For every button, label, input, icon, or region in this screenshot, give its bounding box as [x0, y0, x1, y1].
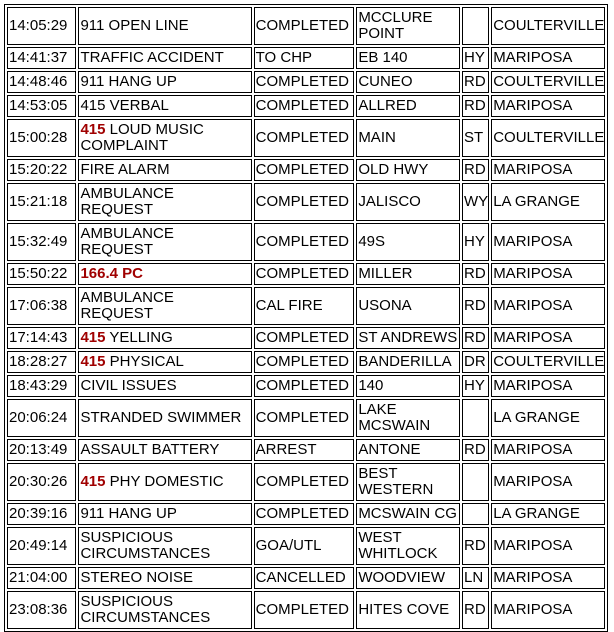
- table-row: [7, 263, 605, 285]
- street-suffix-cell: RD: [462, 527, 489, 565]
- call-type-text: LOUD MUSIC COMPLAINT: [80, 121, 204, 154]
- table-row: [7, 399, 605, 437]
- table-row: [7, 71, 605, 93]
- city-cell: MARIPOSA: [491, 327, 605, 349]
- call-type-text: 415 VERBAL: [80, 97, 169, 114]
- call-type-text: AMBULANCE REQUEST: [80, 289, 174, 322]
- table-row: [7, 287, 605, 325]
- street-cell: ST ANDREWS: [356, 327, 460, 349]
- disposition-cell: TO CHP: [254, 47, 355, 69]
- street-suffix-cell: [462, 503, 489, 525]
- call-type-text: 911 OPEN LINE: [80, 17, 189, 34]
- call-type-code: 415: [80, 121, 106, 138]
- table-row: [7, 119, 605, 157]
- call-type-text: 911 HANG UP: [80, 73, 177, 90]
- call-time-cell: 20:49:14: [7, 527, 76, 565]
- disposition-cell: COMPLETED: [254, 327, 355, 349]
- table-row: [7, 567, 605, 589]
- call-log-table: [4, 4, 608, 632]
- call-type-cell: [78, 591, 251, 629]
- table-row: [7, 463, 605, 501]
- street-suffix-cell: RD: [462, 439, 489, 461]
- city-cell: MARIPOSA: [491, 263, 605, 285]
- city-cell: MARIPOSA: [491, 527, 605, 565]
- call-type-text: STEREO NOISE: [80, 569, 193, 586]
- city-cell: LA GRANGE: [491, 399, 605, 437]
- call-type-cell: [78, 119, 251, 157]
- call-type-text: PHY DOMESTIC: [105, 473, 224, 490]
- street-cell: ALLRED: [356, 95, 460, 117]
- disposition-cell: ARREST: [254, 439, 355, 461]
- street-cell: WOODVIEW: [356, 567, 460, 589]
- call-time-cell: 14:48:46: [7, 71, 76, 93]
- street-suffix-cell: RD: [462, 327, 489, 349]
- city-cell: MARIPOSA: [491, 463, 605, 501]
- call-type-cell: [78, 399, 251, 437]
- street-suffix-cell: RD: [462, 263, 489, 285]
- city-cell: LA GRANGE: [491, 503, 605, 525]
- call-type-text: ASSAULT BATTERY: [80, 441, 220, 458]
- street-cell: BEST WESTERN: [356, 463, 460, 501]
- call-time-cell: 15:50:22: [7, 263, 76, 285]
- table-row: [7, 223, 605, 261]
- call-type-cell: [78, 71, 251, 93]
- disposition-cell: COMPLETED: [254, 223, 355, 261]
- call-type-text: SUSPICIOUS CIRCUMSTANCES: [80, 593, 211, 626]
- street-suffix-cell: HY: [462, 223, 489, 261]
- call-type-text: AMBULANCE REQUEST: [80, 185, 174, 218]
- call-time-cell: 15:32:49: [7, 223, 76, 261]
- street-cell: USONA: [356, 287, 460, 325]
- call-time-cell: 20:39:16: [7, 503, 76, 525]
- street-suffix-cell: RD: [462, 591, 489, 629]
- street-suffix-cell: [462, 399, 489, 437]
- city-cell: LA GRANGE: [491, 183, 605, 221]
- city-cell: COULTERVILLE: [491, 71, 605, 93]
- call-type-cell: [78, 287, 251, 325]
- street-cell: MILLER: [356, 263, 460, 285]
- call-time-cell: 17:06:38: [7, 287, 76, 325]
- call-type-cell: [78, 439, 251, 461]
- street-cell: MAIN: [356, 119, 460, 157]
- street-suffix-cell: RD: [462, 71, 489, 93]
- call-time-cell: 23:08:36: [7, 591, 76, 629]
- call-time-cell: 14:53:05: [7, 95, 76, 117]
- call-time-cell: 17:14:43: [7, 327, 76, 349]
- disposition-cell: GOA/UTL: [254, 527, 355, 565]
- call-type-code: 415: [80, 473, 106, 490]
- call-log-body: [7, 7, 605, 629]
- city-cell: COULTERVILLE: [491, 7, 605, 45]
- disposition-cell: COMPLETED: [254, 399, 355, 437]
- call-time-cell: 15:21:18: [7, 183, 76, 221]
- call-type-text: 911 HANG UP: [80, 505, 177, 522]
- table-row: [7, 375, 605, 397]
- call-type-text: CIVIL ISSUES: [80, 377, 177, 394]
- call-type-code: 415: [80, 329, 106, 346]
- call-type-cell: [78, 159, 251, 181]
- call-time-cell: 14:41:37: [7, 47, 76, 69]
- table-row: [7, 47, 605, 69]
- call-type-cell: [78, 183, 251, 221]
- call-type-cell: [78, 375, 251, 397]
- table-row: [7, 591, 605, 629]
- disposition-cell: COMPLETED: [254, 503, 355, 525]
- table-row: [7, 439, 605, 461]
- disposition-cell: COMPLETED: [254, 591, 355, 629]
- call-type-cell: [78, 527, 251, 565]
- call-type-text: PHYSICAL: [105, 353, 184, 370]
- call-time-cell: 18:43:29: [7, 375, 76, 397]
- call-time-cell: 14:05:29: [7, 7, 76, 45]
- street-cell: 140: [356, 375, 460, 397]
- call-type-cell: [78, 47, 251, 69]
- street-cell: MCCLURE POINT: [356, 7, 460, 45]
- street-suffix-cell: HY: [462, 47, 489, 69]
- disposition-cell: COMPLETED: [254, 351, 355, 373]
- call-type-text: SUSPICIOUS CIRCUMSTANCES: [80, 529, 211, 562]
- call-time-cell: 15:20:22: [7, 159, 76, 181]
- call-type-code: 415: [80, 353, 106, 370]
- disposition-cell: COMPLETED: [254, 463, 355, 501]
- disposition-cell: COMPLETED: [254, 159, 355, 181]
- disposition-cell: COMPLETED: [254, 119, 355, 157]
- street-cell: WEST WHITLOCK: [356, 527, 460, 565]
- call-time-cell: 20:06:24: [7, 399, 76, 437]
- city-cell: MARIPOSA: [491, 159, 605, 181]
- disposition-cell: COMPLETED: [254, 263, 355, 285]
- street-cell: HITES COVE: [356, 591, 460, 629]
- street-cell: EB 140: [356, 47, 460, 69]
- call-time-cell: 20:13:49: [7, 439, 76, 461]
- street-cell: LAKE MCSWAIN: [356, 399, 460, 437]
- call-time-cell: 15:00:28: [7, 119, 76, 157]
- call-type-cell: [78, 351, 251, 373]
- call-type-cell: [78, 503, 251, 525]
- city-cell: MARIPOSA: [491, 375, 605, 397]
- disposition-cell: COMPLETED: [254, 183, 355, 221]
- street-cell: 49S: [356, 223, 460, 261]
- street-suffix-cell: RD: [462, 159, 489, 181]
- city-cell: MARIPOSA: [491, 567, 605, 589]
- table-row: [7, 159, 605, 181]
- table-row: [7, 327, 605, 349]
- call-type-cell: [78, 327, 251, 349]
- call-type-text: YELLING: [105, 329, 173, 346]
- city-cell: MARIPOSA: [491, 591, 605, 629]
- city-cell: MARIPOSA: [491, 287, 605, 325]
- street-suffix-cell: ST: [462, 119, 489, 157]
- call-time-cell: 20:30:26: [7, 463, 76, 501]
- street-suffix-cell: RD: [462, 287, 489, 325]
- call-type-cell: [78, 223, 251, 261]
- call-type-text: TRAFFIC ACCIDENT: [80, 49, 224, 66]
- street-cell: ANTONE: [356, 439, 460, 461]
- street-suffix-cell: RD: [462, 95, 489, 117]
- disposition-cell: COMPLETED: [254, 375, 355, 397]
- street-cell: CUNEO: [356, 71, 460, 93]
- street-suffix-cell: HY: [462, 375, 489, 397]
- city-cell: MARIPOSA: [491, 47, 605, 69]
- call-time-cell: 18:28:27: [7, 351, 76, 373]
- street-cell: OLD HWY: [356, 159, 460, 181]
- call-type-cell: [78, 263, 251, 285]
- street-suffix-cell: [462, 463, 489, 501]
- street-suffix-cell: [462, 7, 489, 45]
- street-cell: BANDERILLA: [356, 351, 460, 373]
- call-type-text: STRANDED SWIMMER: [80, 409, 242, 426]
- call-time-cell: 21:04:00: [7, 567, 76, 589]
- disposition-cell: COMPLETED: [254, 71, 355, 93]
- disposition-cell: COMPLETED: [254, 95, 355, 117]
- street-suffix-cell: LN: [462, 567, 489, 589]
- call-type-cell: [78, 463, 251, 501]
- city-cell: MARIPOSA: [491, 439, 605, 461]
- city-cell: MARIPOSA: [491, 95, 605, 117]
- table-row: [7, 7, 605, 45]
- city-cell: COULTERVILLE: [491, 351, 605, 373]
- call-type-cell: [78, 95, 251, 117]
- call-type-cell: [78, 567, 251, 589]
- city-cell: COULTERVILLE: [491, 119, 605, 157]
- table-row: [7, 95, 605, 117]
- call-type-text: FIRE ALARM: [80, 161, 170, 178]
- disposition-cell: CAL FIRE: [254, 287, 355, 325]
- city-cell: MARIPOSA: [491, 223, 605, 261]
- street-cell: MCSWAIN CG: [356, 503, 460, 525]
- call-type-text: AMBULANCE REQUEST: [80, 225, 174, 258]
- street-suffix-cell: WY: [462, 183, 489, 221]
- table-row: [7, 183, 605, 221]
- table-row: [7, 503, 605, 525]
- call-type-code: 166.4 PC: [80, 265, 144, 282]
- street-cell: JALISCO: [356, 183, 460, 221]
- disposition-cell: COMPLETED: [254, 7, 355, 45]
- call-type-cell: [78, 7, 251, 45]
- street-suffix-cell: DR: [462, 351, 489, 373]
- table-row: [7, 351, 605, 373]
- table-row: [7, 527, 605, 565]
- disposition-cell: CANCELLED: [254, 567, 355, 589]
